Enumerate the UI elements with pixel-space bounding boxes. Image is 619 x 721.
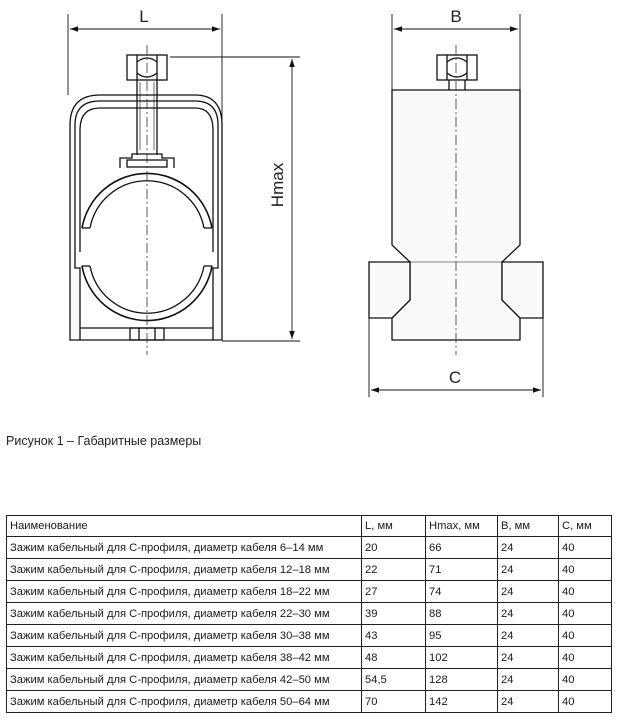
cell-L: 27 bbox=[362, 581, 426, 603]
header-name: Наименование bbox=[7, 516, 362, 537]
dim-label-B: B bbox=[450, 7, 462, 26]
cell-B: 24 bbox=[498, 559, 559, 581]
cell-Hmax: 128 bbox=[426, 669, 498, 691]
cell-name: Зажим кабельный для С-профиля, диаметр кабеля 6–14 мм bbox=[7, 537, 362, 559]
cell-name: Зажим кабельный для С-профиля, диаметр кабеля 50–64 мм bbox=[7, 691, 362, 713]
header-B: B, мм bbox=[498, 516, 559, 537]
cell-C: 40 bbox=[559, 691, 612, 713]
table-row bbox=[7, 581, 612, 603]
cell-C: 40 bbox=[559, 669, 612, 691]
table-row bbox=[7, 603, 612, 625]
cell-L: 54,5 bbox=[362, 669, 426, 691]
cell-Hmax: 66 bbox=[426, 537, 498, 559]
dim-label-C: C bbox=[448, 368, 462, 387]
cell-B: 24 bbox=[498, 625, 559, 647]
cell-B: 24 bbox=[498, 581, 559, 603]
header-C: C, мм bbox=[559, 516, 612, 537]
table-row bbox=[7, 625, 612, 647]
cell-C: 40 bbox=[559, 537, 612, 559]
table-row bbox=[7, 647, 612, 669]
cell-L: 48 bbox=[362, 647, 426, 669]
cell-C: 40 bbox=[559, 625, 612, 647]
table-row bbox=[7, 691, 612, 713]
cell-L: 20 bbox=[362, 537, 426, 559]
cell-C: 40 bbox=[559, 603, 612, 625]
cell-B: 24 bbox=[498, 537, 559, 559]
cell-B: 24 bbox=[498, 691, 559, 713]
table-header-row bbox=[7, 516, 612, 537]
cell-C: 40 bbox=[559, 647, 612, 669]
cell-name: Зажим кабельный для С-профиля, диаметр кабеля 12–18 мм bbox=[7, 559, 362, 581]
cell-Hmax: 74 bbox=[426, 581, 498, 603]
cell-L: 39 bbox=[362, 603, 426, 625]
cell-B: 24 bbox=[498, 669, 559, 691]
header-Hmax: Hmax, мм bbox=[426, 516, 498, 537]
clamp-front-view bbox=[70, 55, 222, 340]
cell-Hmax: 95 bbox=[426, 625, 498, 647]
table-row bbox=[7, 537, 612, 559]
cell-B: 24 bbox=[498, 647, 559, 669]
header-L: L, мм bbox=[362, 516, 426, 537]
cell-name: Зажим кабельный для С-профиля, диаметр кабеля 42–50 мм bbox=[7, 669, 362, 691]
dim-label-Hmax: Hmax bbox=[268, 162, 287, 208]
cell-C: 40 bbox=[559, 559, 612, 581]
cell-name: Зажим кабельный для С-профиля, диаметр кабеля 22–30 мм bbox=[7, 603, 362, 625]
cell-Hmax: 102 bbox=[426, 647, 498, 669]
cell-L: 22 bbox=[362, 559, 426, 581]
dim-label-L: L bbox=[139, 7, 149, 26]
cell-B: 24 bbox=[498, 603, 559, 625]
cell-L: 43 bbox=[362, 625, 426, 647]
figure-caption: Рисунок 1 – Габаритные размеры bbox=[6, 434, 202, 448]
cell-name: Зажим кабельный для С-профиля, диаметр кабеля 38–42 мм bbox=[7, 647, 362, 669]
table-row bbox=[7, 559, 612, 581]
cell-Hmax: 88 bbox=[426, 603, 498, 625]
table-row bbox=[7, 669, 612, 691]
cell-C: 40 bbox=[559, 581, 612, 603]
cell-Hmax: 142 bbox=[426, 691, 498, 713]
cell-name: Зажим кабельный для С-профиля, диаметр кабеля 18–22 мм bbox=[7, 581, 362, 603]
cell-L: 70 bbox=[362, 691, 426, 713]
cell-name: Зажим кабельный для С-профиля, диаметр кабеля 30–38 мм bbox=[7, 625, 362, 647]
cell-Hmax: 71 bbox=[426, 559, 498, 581]
specification-table bbox=[6, 515, 612, 713]
